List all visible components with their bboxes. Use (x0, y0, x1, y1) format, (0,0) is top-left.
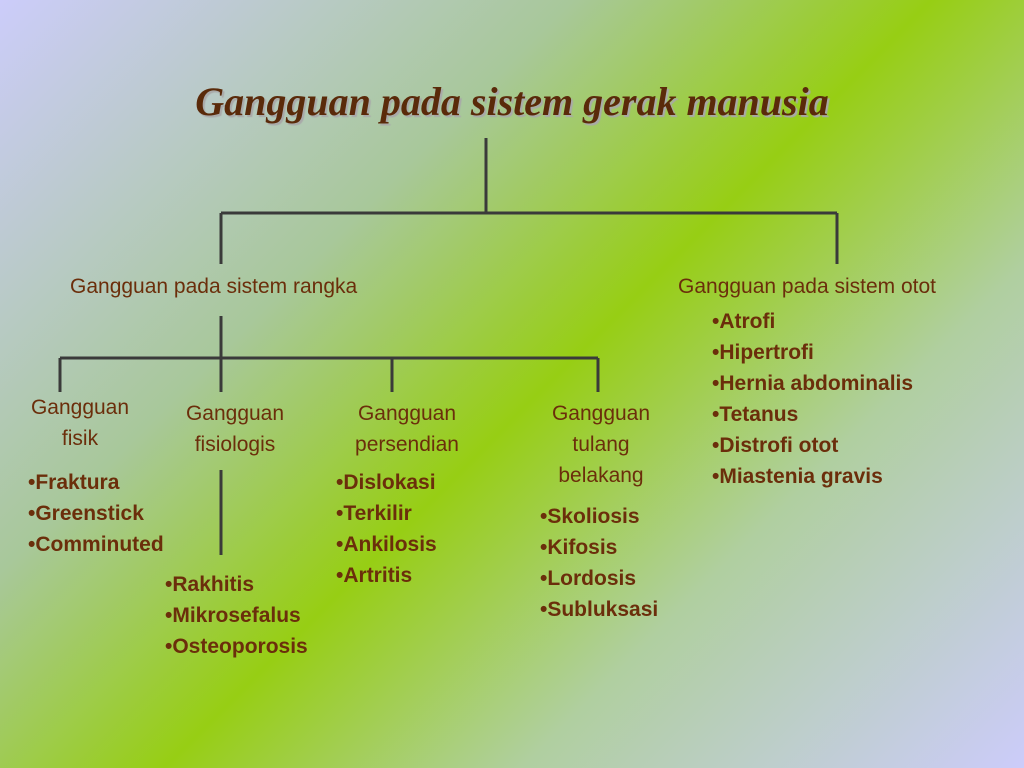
list-item: •Greenstick (28, 502, 144, 525)
node-label-line: Gangguan (551, 402, 651, 425)
list-item: •Hipertrofi (712, 341, 814, 364)
list-item: •Kifosis (540, 536, 618, 559)
list-item: •Atrofi (712, 310, 776, 333)
slide-title: Gangguan pada sistem gerak manusia (195, 79, 829, 124)
node-gangguan-fisik (10, 392, 150, 454)
list-item: •Tetanus (712, 403, 799, 426)
list-item: •Mikrosefalus (165, 604, 301, 627)
list-item: •Osteoporosis (165, 635, 308, 658)
node-label-line: fisiologis (194, 433, 276, 456)
list-item: •Hernia abdominalis (712, 372, 914, 395)
list-item: •Comminuted (28, 533, 164, 556)
node-sistem-otot: Gangguan pada sistem otot (678, 275, 937, 298)
list-item: •Distrofi otot (712, 434, 839, 457)
list-item: •Subluksasi (540, 598, 659, 621)
list-item: •Rakhitis (165, 573, 255, 596)
node-gangguan-tulang-belakang (527, 398, 675, 491)
otot-list (712, 306, 913, 492)
list-item: •Dislokasi (336, 471, 436, 494)
fisiologis-list (165, 569, 308, 662)
fisik-list (28, 467, 164, 560)
node-label-line: Gangguan (185, 402, 285, 425)
list-item: •Skoliosis (540, 505, 640, 528)
node-gangguan-persendian (327, 398, 487, 460)
node-label-line: belakang (558, 464, 644, 487)
list-item: •Terkilir (336, 502, 412, 525)
node-label-line: Gangguan (357, 402, 457, 425)
node-label-line: persendian (355, 433, 459, 456)
persendian-list (336, 467, 437, 591)
node-label-line: Gangguan (30, 396, 130, 419)
list-item: •Miastenia gravis (712, 465, 883, 488)
list-item: •Artritis (336, 564, 413, 587)
node-label-line: fisik (61, 427, 99, 450)
list-item: •Ankilosis (336, 533, 437, 556)
tulang-belakang-list (540, 501, 658, 625)
node-sistem-rangka: Gangguan pada sistem rangka (70, 275, 358, 298)
list-item: •Lordosis (540, 567, 637, 590)
node-gangguan-fisiologis (160, 398, 310, 460)
node-label-line: tulang (572, 433, 630, 456)
list-item: •Fraktura (28, 471, 120, 494)
